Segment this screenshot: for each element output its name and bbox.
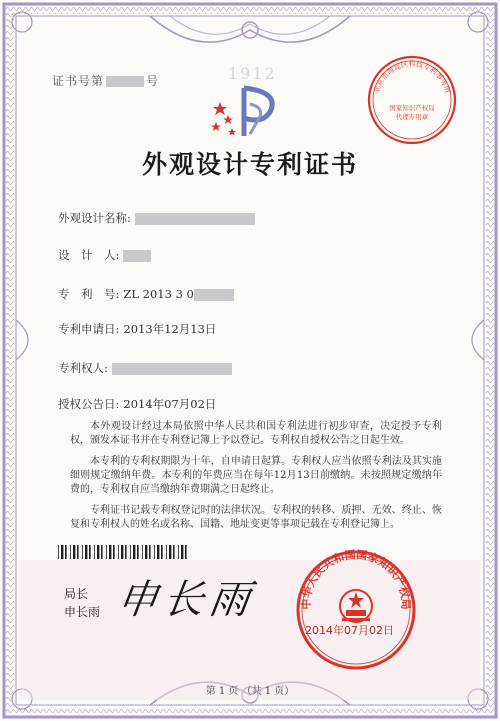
filing-date-label: 专利申请日: [58,322,120,336]
patentee-label: 专利权人: [58,361,108,375]
patent-number-row [58,286,234,302]
design-name-row [58,210,255,226]
redacted-patentee [112,363,232,375]
body-paragraph-2: 本专利的专利权期限为十年，自申请日起算。专利权人应当依照专利法及其实施细则规定缴纳年费。本专利的年费应当在每年12月13日前缴纳。未按照规定缴纳年费的，专利权自应当缴纳年费期满之日起终止。 [70,456,442,495]
filing-date-row [58,321,216,337]
body-paragraph-1: 本外观设计经过本局依照中华人民共和国专利法进行初步审查，决定授予专利权，颁发本证书并在专利登记簿上予以登记。专利权自授权公告之日起生效。 [70,421,442,446]
design-name-label: 外观设计名称: [58,211,131,225]
filing-date-value: 2013年12月13日 [123,322,217,336]
patent-number-value: ZL 2013 3 0 [123,287,194,301]
designer-row [58,247,151,263]
agency-stamp-line2: 代理专用章 [395,113,429,121]
svg-text:北京市海淀区科技专利事务所 [372,59,453,94]
redacted-patent-number [194,289,234,301]
grant-date-row [58,396,216,412]
certificate-body [70,420,442,539]
body-paragraph-3: 专利证书记载专利权登记时的法律状况。专利权的转移、质押、无效、终止、恢复和专利权人的姓名或名称、国籍、地址变更等事项记载在专利登记簿上。 [70,505,442,530]
agency-stamp [366,54,458,146]
cert-number-suffix: 号 [146,74,160,88]
certificate-number [52,72,159,89]
watermark: 1912 [228,64,277,83]
grant-date-label: 授权公告日: [58,397,120,411]
designer-label: 设 计 人: [58,248,120,262]
director-handwritten-signature: 申长雨 [114,577,259,623]
seal-ring-text: 中华人民共和国国家知识产权局 [299,548,413,610]
page-footer: 第 1 页 （共 1 页） [205,686,295,697]
redacted-designer [123,250,151,262]
redacted-number [106,76,144,87]
patentee-row [58,360,232,376]
seal-date-overlay: 2014年07月02日 [305,624,394,637]
agency-stamp-ring-text: 北京市海淀区科技专利事务所 [371,59,453,95]
cert-number-prefix: 证书号第 [52,74,105,88]
redacted-design-name [135,213,255,225]
grant-date-value: 2014年07月02日 [123,397,217,411]
director-name: 申长雨 [64,605,101,619]
patent-office-logo [206,84,286,140]
patent-number-label: 专 利 号: [58,287,120,301]
certificate-title: 外观设计专利证书 [141,150,358,179]
agency-stamp-line1: 国家知识产权局 [389,104,435,112]
barcode [58,545,190,559]
director-title: 局长 [64,587,89,601]
official-seal [294,548,418,672]
